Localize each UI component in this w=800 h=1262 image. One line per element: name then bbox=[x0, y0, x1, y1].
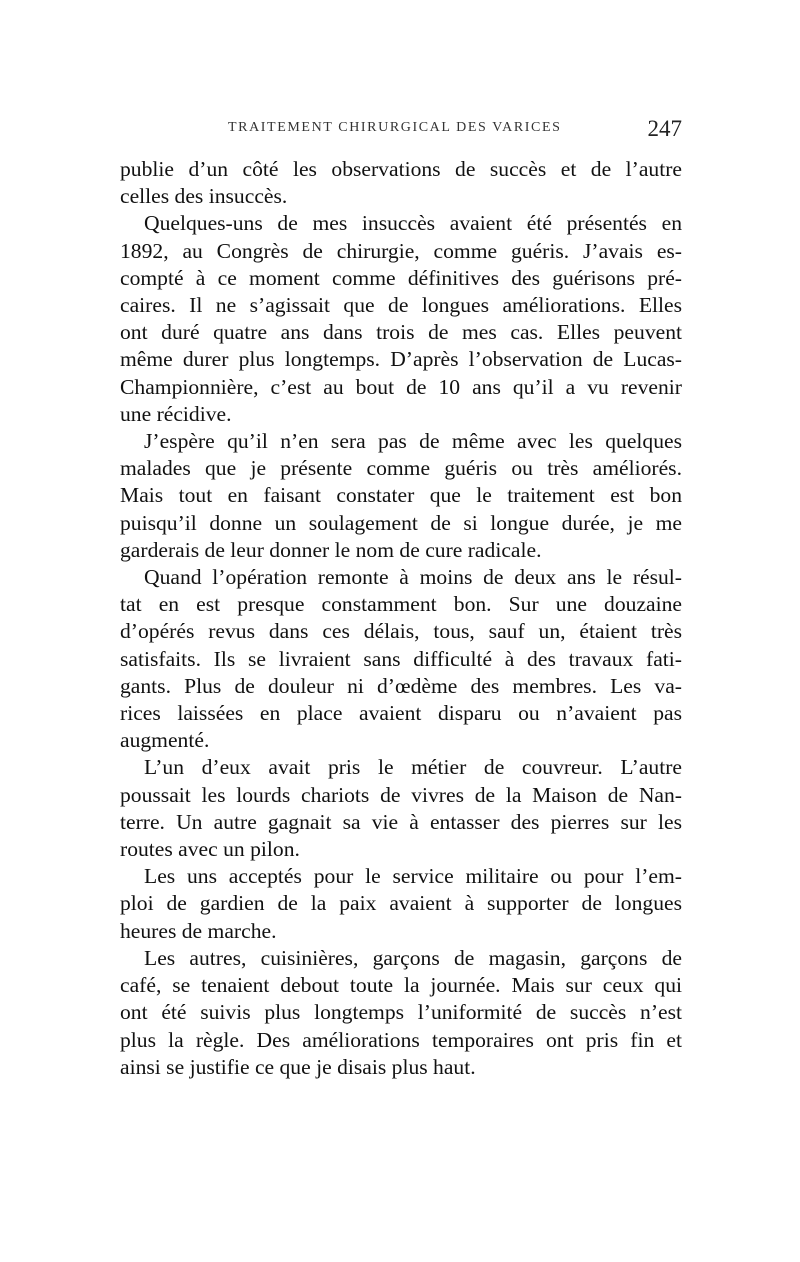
text-line: terre. Un autre gagnait sa vie à entasser des pierres sur les bbox=[120, 809, 682, 834]
text-line: tat en est presque constamment bon. Sur une douzaine bbox=[120, 592, 682, 617]
text-line: Quand l’opération remonte à moins de deux ans le résul- bbox=[144, 565, 682, 590]
text-line: L’un d’eux avait pris le métier de couvreur. L’autre bbox=[144, 755, 682, 780]
text-line: gants. Plus de douleur ni d’œdème des membres. Les va- bbox=[120, 673, 682, 698]
text-line: puisqu’il donne un soulagement de si longue durée, je me bbox=[120, 510, 682, 535]
text-line: ont duré quatre ans dans trois de mes cas. Elles peuvent bbox=[120, 320, 682, 345]
paragraph-4 bbox=[120, 564, 682, 754]
text-line: Championnière, c’est au bout de 10 ans qu’il a vu revenir bbox=[120, 374, 682, 399]
text-line: publie d’un côté les observations de succès et de l’autre bbox=[120, 157, 682, 181]
text-line: ainsi se justifie ce que je disais plus haut. bbox=[120, 1054, 476, 1079]
text-line: satisfaits. Ils se livraient sans difficulté à des travaux fati- bbox=[120, 646, 682, 671]
text-line: ploi de gardien de la paix avaient à supporter de longues bbox=[120, 891, 682, 916]
text-line: garderais de leur donner le nom de cure radicale. bbox=[120, 537, 542, 562]
text-line: Mais tout en faisant constater que le traitement est bon bbox=[120, 483, 682, 508]
text-line: augmenté. bbox=[120, 728, 210, 753]
text-line: d’opérés revus dans ces délais, tous, sauf un, étaient très bbox=[120, 619, 682, 644]
paragraph-3 bbox=[120, 428, 682, 564]
paragraph-1 bbox=[120, 156, 682, 210]
text-line: ont été suivis plus longtemps l’uniformité de succès n’est bbox=[120, 1000, 682, 1025]
text-line: compté à ce moment comme définitives des guérisons pré- bbox=[120, 265, 682, 290]
text-line: malades que je présente comme guéris ou très améliorés. bbox=[120, 456, 682, 481]
text-line: plus la règle. Des améliorations temporaires ont pris fin et bbox=[120, 1027, 682, 1052]
text-line: heures de marche. bbox=[120, 918, 277, 943]
text-line: Quelques-uns de mes insuccès avaient été présentés en bbox=[144, 211, 682, 236]
text-line: même durer plus longtemps. D’après l’observation de Lucas- bbox=[120, 347, 682, 372]
running-head bbox=[120, 116, 682, 144]
body-text bbox=[120, 156, 682, 1081]
text-line: poussait les lourds chariots de vivres de la Maison de Nan- bbox=[120, 782, 682, 807]
text-line: Les autres, cuisinières, garçons de magasin, garçons de bbox=[144, 945, 682, 970]
text-line: J’espère qu’il n’en sera pas de même avec les quelques bbox=[144, 429, 682, 454]
text-line: Les uns acceptés pour le service militaire ou pour l’em- bbox=[144, 864, 682, 889]
paragraph-6 bbox=[120, 863, 682, 945]
paragraph-2 bbox=[120, 210, 682, 428]
text-line: rices laissées en place avaient disparu ou n’avaient pas bbox=[120, 701, 682, 726]
page-number: 247 bbox=[647, 116, 682, 141]
paragraph-5 bbox=[120, 754, 682, 863]
text-line: celles des insuccès. bbox=[120, 184, 288, 209]
text-line: routes avec un pilon. bbox=[120, 837, 300, 862]
text-line: café, se tenaient debout toute la journée. Mais sur ceux qui bbox=[120, 973, 682, 998]
text-line: 1892, au Congrès de chirurgie, comme guéris. J’avais es- bbox=[120, 238, 682, 263]
running-title: TRAITEMENT CHIRURGICAL DES VARICES bbox=[228, 120, 562, 135]
text-line: caires. Il ne s’agissait que de longues améliorations. Elles bbox=[120, 293, 682, 318]
text-line: une récidive. bbox=[120, 401, 232, 426]
paragraph-7 bbox=[120, 945, 682, 1081]
